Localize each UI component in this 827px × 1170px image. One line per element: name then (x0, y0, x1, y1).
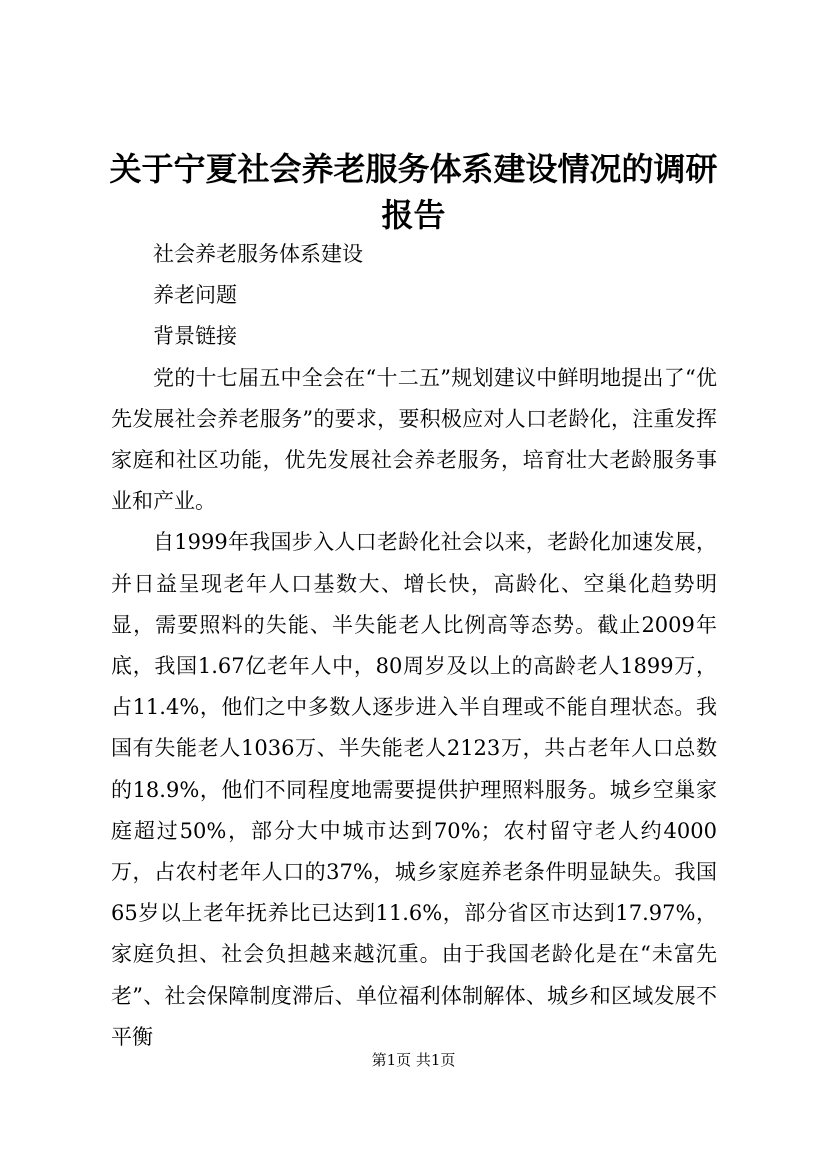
keyword-line: 社会养老服务体系建设 (153, 242, 363, 266)
body-paragraph: 党的十七届五中全会在“十二五”规划建议中鲜明地提出了“优先发展社会养老服务”的要求，要积极应对人口老龄化，注重发挥家庭和社区功能，优先发展社会养老服务，培育壮大老龄服务事业和产业。 (111, 365, 717, 514)
body-paragraph: 自1999年我国步入人口老龄化社会以来，老龄化加速发展，并日益呈现老年人口基数大、增长快，高龄化、空巢化趋势明显，需要照料的失能、半失能老人比例高等态势。截止2009年底，我国1.67亿老年人中，80周岁及以上的高龄老人1899万，占11.4%，他们之中多数人逐步进入半自理或不能自理状态。我国有失能老人1036万、半失能老人2123万，共占老年人口总数的18.9%，他们不同程度地需要提供护理照料服务。城乡空巢家庭超过50%，部分大中城市达到70%；农村留守老人约4000万，占农村老年人口的37%，城乡家庭养老条件明显缺失。我国65岁以上老年抚养比已达到11.6%，部分省区市达到17.97%，家庭负担、社会负担越来越沉重。由于我国老龄化是在“未富先老”、社会保障制度滞后、单位福利体制解体、城乡和区域发展不平衡 (111, 530, 717, 1049)
keyword-line: 背景链接 (153, 324, 237, 349)
page-number-footer: 第1页 共1页 (371, 1051, 456, 1069)
document-body (111, 234, 717, 1058)
document-title: 关于宁夏社会养老服务体系建设情况的调研报告 (109, 150, 718, 234)
keyword-line: 养老问题 (153, 283, 237, 308)
